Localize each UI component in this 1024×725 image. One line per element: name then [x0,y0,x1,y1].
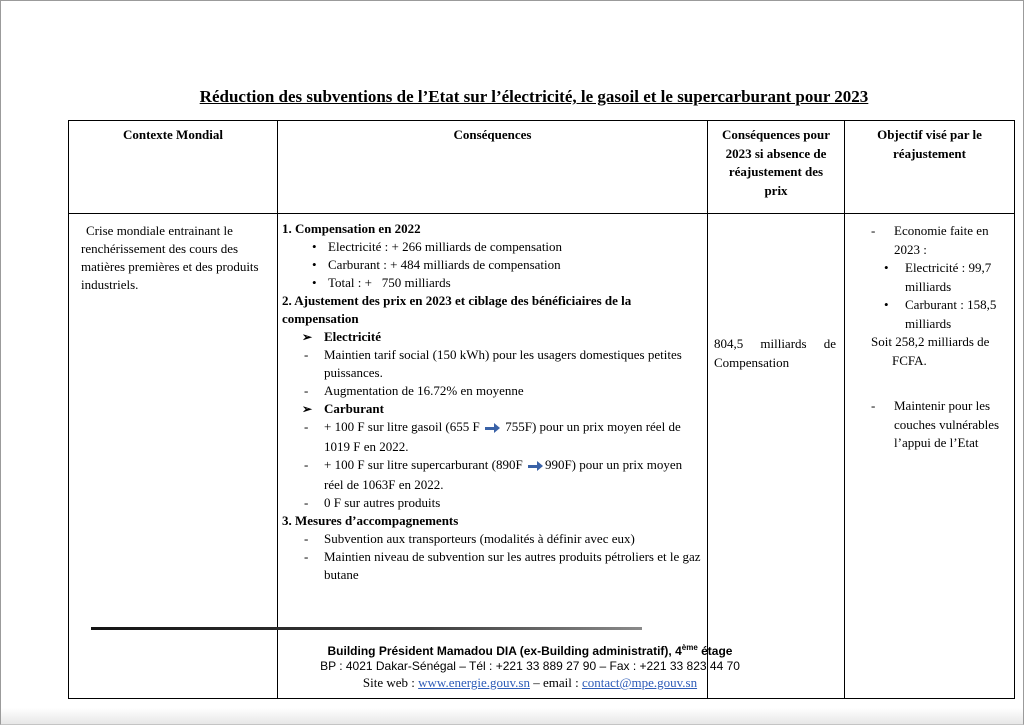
footer-address-text: Building Président Mamadou DIA (ex-Building administratif), 4 [327,644,682,658]
list-item-text: Maintien niveau de subvention sur les autres produits pétroliers et le gaz butane [324,549,701,583]
footer-address-superscript: ème [681,643,698,652]
col-header-consequences-2023: Conséquences pour 2023 si absence de réajustement des prix [708,121,845,214]
page-footer [19,640,1024,692]
cell-objectif [845,214,1015,699]
list-item-text: Carburant : + 484 milliards de compensation [328,257,561,272]
list-item [884,259,1008,296]
dash-icon: - [304,531,309,547]
bullet-icon: • [312,239,317,254]
list-item [871,397,1008,453]
dash-icon: - [304,383,309,398]
list-item [304,494,701,512]
cell-contexte-mondial [69,214,278,699]
list-item [871,222,1008,259]
right-arrow-icon [485,418,500,436]
list-item [304,530,701,548]
bullet-icon: • [312,275,317,290]
list-item [312,274,701,292]
dash-icon: - [304,457,309,473]
website-link[interactable]: www.energie.gouv.sn [418,675,530,690]
list-item [312,256,701,274]
section-heading: 3. Mesures d’accompagnements [282,513,459,529]
bullet-icon: • [884,297,889,312]
list-item-text: Electricité : 99,7 milliards [905,260,992,294]
col-header-contexte-mondial: Contexte Mondial [69,121,278,214]
footer-address-line [19,640,1024,659]
list-item [304,346,701,382]
list-item [302,400,701,418]
section-heading: 2. Ajustement des prix en 2023 et ciblage des bénéficiaires de la compensation [282,293,632,326]
dash-icon: - [871,223,876,238]
list-item [304,456,701,494]
cell-consequences-2023 [708,214,845,699]
list-item-text: Maintenir pour les couches vulnérables l’appui de l’Etat [894,398,1000,450]
list-item-text: Subvention aux transporteurs (modalités à définir avec eux) [324,531,635,547]
dash-icon: - [304,419,309,434]
bullet-icon: • [312,257,317,272]
list-item-text: Economie faite en 2023 : [894,223,989,257]
footer-address-suffix: étage [697,644,733,658]
context-text: Crise mondiale entrainant le renchérissement des cours des matières premières et des produits industriels. [81,223,259,292]
arrowhead-icon: ➢ [302,330,313,344]
list-item-text: Total : + 750 milliards [328,275,451,290]
table-header-row [69,121,1015,214]
dash-icon: - [304,495,309,511]
list-item-text: Maintien tarif social (150 kWh) pour les usagers domestiques petites puissances. [324,347,682,380]
list-item-text: + 100 F sur litre gasoil (655 F 755F) pour un prix moyen réel de 1019 F en 2022. [324,419,681,455]
list-item-text: Augmentation de 16.72% en moyenne [324,383,524,398]
table-row [69,214,1015,699]
list-item-text: Carburant : 158,5 milliards [905,297,997,331]
consequences-list [282,220,701,584]
footer-web-line [19,674,1024,692]
col-header-consequences: Conséquences [278,121,708,214]
footer-web-label: Site web : [362,675,419,690]
list-item-text: Carburant [324,401,384,416]
list-item [304,418,701,456]
col-header-objectif: Objectif visé par le réajustement [845,121,1015,214]
list-item [884,296,1008,333]
email-link[interactable]: contact@mpe.gouv.sn [581,675,698,690]
objectives-list [871,222,1008,453]
dash-icon: - [871,398,876,413]
dash-icon: - [304,549,309,565]
list-spacer [871,370,1008,397]
footer-contact-line: BP : 4021 Dakar-Sénégal – Tél : +221 33 889 27 90 – Fax : +221 33 823 44 70 [320,659,740,673]
subventions-table [68,120,1015,699]
page-title: Réduction des subventions de l’Etat sur l’électricité, le gasoil et le supercarburant pour 2023 [199,87,869,106]
footer-email-label: – email : [529,675,582,690]
list-item-text: 0 F sur autres produits [324,495,441,511]
list-item [304,382,701,400]
compensation-2023-text: 804,5 milliards de Compensation [714,336,836,370]
list-item-text: Electricité : + 266 milliards de compensation [328,239,563,254]
bullet-icon: • [884,260,889,275]
list-item [304,548,701,584]
dash-icon: - [304,347,309,362]
section-heading: 1. Compensation en 2022 [282,221,421,236]
list-item-text: + 100 F sur litre supercarburant (890F 990F) pour un prix moyen réel de 1063F en 2022. [324,457,683,493]
right-arrow-icon [528,456,543,474]
list-item [312,238,701,256]
footer-divider [91,627,642,630]
list-item: Soit 258,2 milliards de FCFA. [871,334,990,368]
arrowhead-icon: ➢ [302,402,313,416]
list-item [302,328,701,346]
list-item-text: Electricité [324,329,382,344]
cell-consequences [278,214,708,699]
